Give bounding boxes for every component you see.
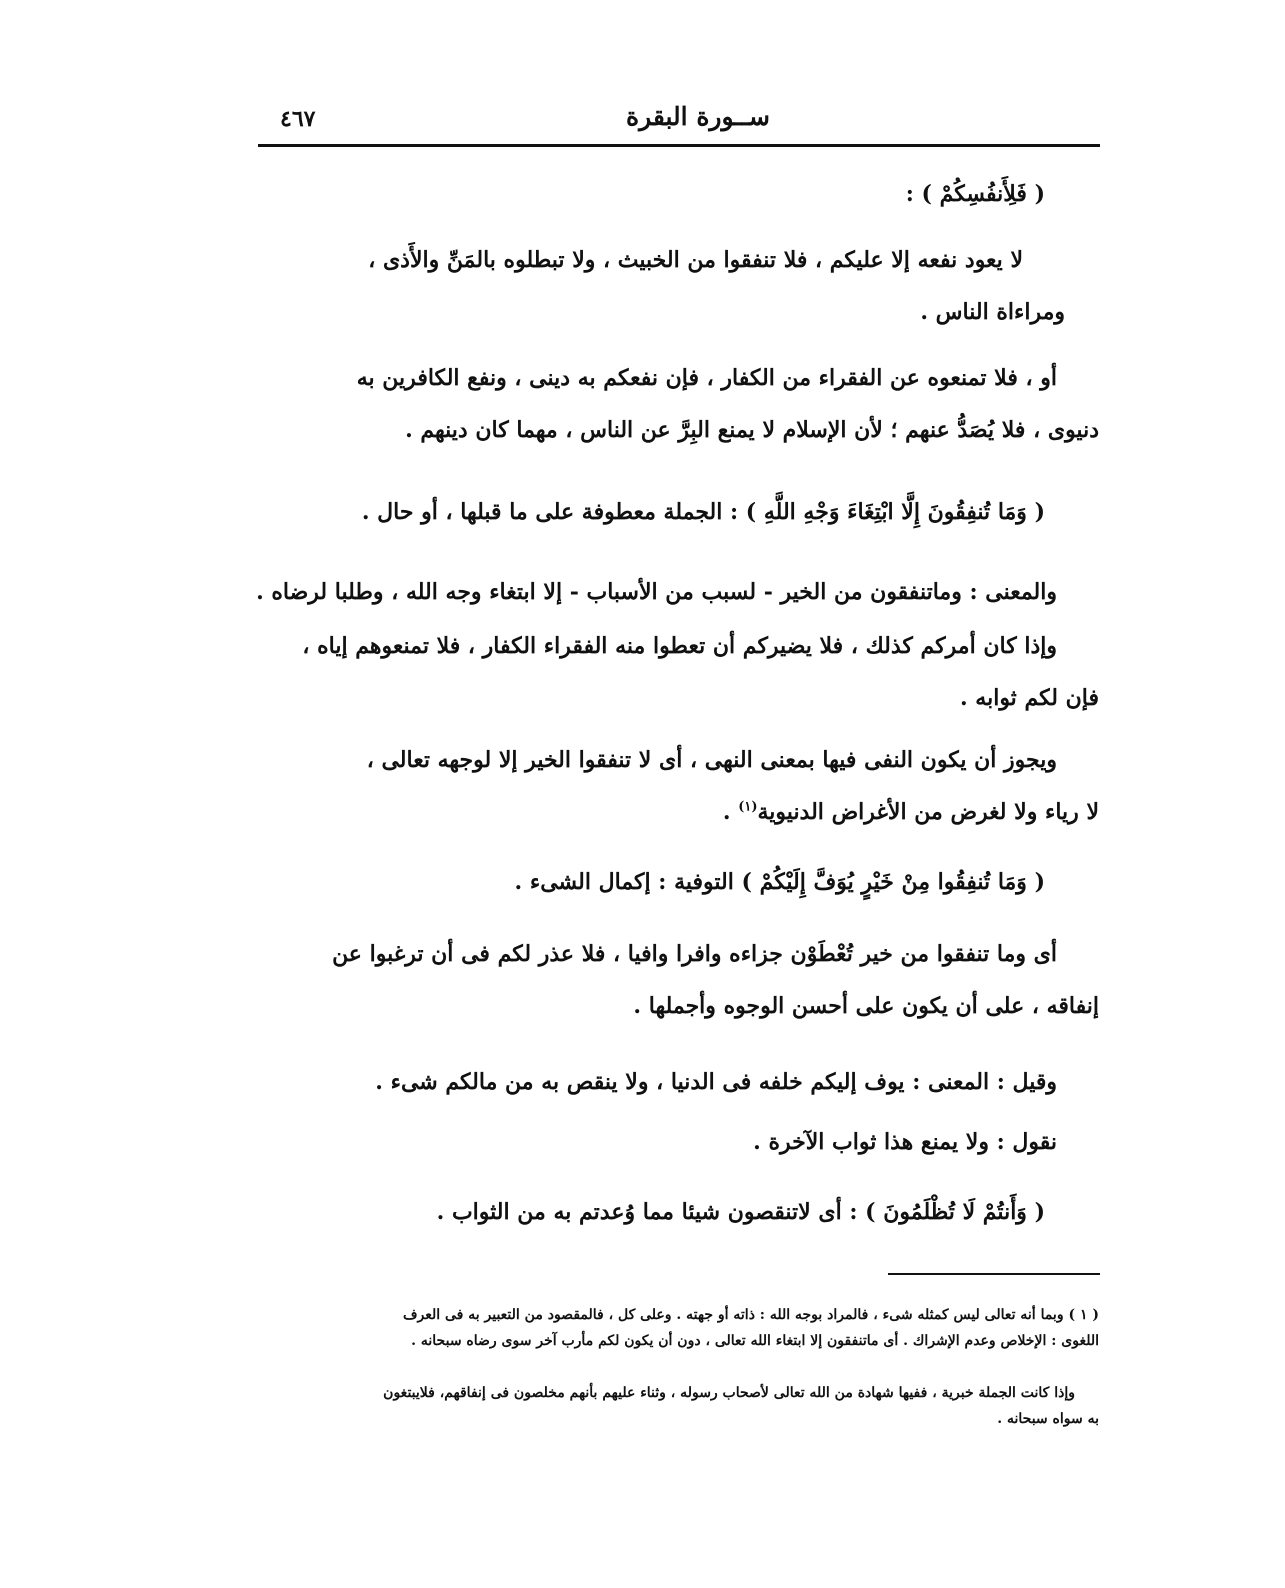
paragraph-10 [375,1056,1057,1108]
footnote-marker: (١) [738,799,758,815]
footnote-line: ( ١ ) وبما أنه تعالى ليس كمثله شىء ، فالمراد بوجه الله : ذاته أو جهته . وعلى كل ، فالمقصود من التعبير به فى العرف [402,1307,1099,1323]
verse-heading-2 [362,486,1045,538]
text-line: فإن لكم ثوابه . [959,685,1099,711]
paragraph-11 [753,1116,1057,1168]
footnote-line: اللغوى : الإخلاص وعدم الإشراك . أى ماتنفقون إلا ابتغاء الله تعالى ، دون أن يكون لكم مأرب آخر سوى رضاه سبحانه . [411,1333,1099,1349]
text-line: ومراءاة الناس . [920,299,1065,325]
paragraph-9 [332,928,1099,1032]
verse-heading-4 [437,1186,1045,1238]
footnote-separator [888,1273,1100,1275]
text-line: أى وما تنفقوا من خير تُعْطَوْن جزاءه وافرا وافيا ، فلا عذر لكم فى أن ترغبوا عن [332,941,1057,967]
text-line-tail: . [722,799,739,825]
page-header [258,98,1100,144]
text-line-body: لا رياء ولا لغرض من الأغراض الدنيوية [757,799,1099,825]
verse-heading-1 [906,168,1045,220]
paragraph-5 [256,566,1057,618]
footnote-line: به سواه سبحانه . [997,1411,1099,1427]
text-line: وإذا كان أمركم كذلك ، فلا يضيركم أن تعطوا منه الفقراء الكفار ، فلا تمنعوهم إياه ، [302,633,1057,659]
text-line [367,786,1099,838]
footnote-2 [383,1380,1099,1432]
text-line: ( وَمَا تُنفِقُوا مِنْ خَيْرٍ يُوَفَّ إِلَيْكُمْ ) التوفية : إكمال الشىء . [514,869,1045,895]
text-line: ( وَأَنتُمْ لَا تُظْلَمُونَ ) : أى لاتنقصون شيئا مما وُعدتم به من الثواب . [436,1199,1045,1225]
text-line: ( وَمَا تُنفِقُونَ إِلَّا ابْتِغَاءَ وَجْهِ اللَّهِ ) : الجملة معطوفة على ما قبلها ، أو حال . [361,499,1045,525]
text-line: لا يعود نفعه إلا عليكم ، فلا تنفقوا من الخبيث ، ولا تبطلوه بالمَنِّ والأَذى ، [368,247,1023,273]
text-line: وقيل : المعنى : يوف إليكم خلفه فى الدنيا ، ولا ينقص به من مالكم شىء . [375,1069,1057,1095]
text-line: والمعنى : وماتنفقون من الخير - لسبب من الأسباب - إلا ابتغاء وجه الله ، وطلبا لرضاه . [256,579,1057,605]
footnote-1 [403,1302,1099,1354]
page-number: ٤٦٧ [280,106,316,132]
text-line: إنفاقه ، على أن يكون على أحسن الوجوه وأجملها . [633,993,1099,1019]
paragraph-3 [357,352,1099,456]
paragraph-7 [367,734,1099,838]
paragraph-2 [368,234,1065,338]
text-line: دنيوى ، فلا يُصَدُّ عنهم ؛ لأن الإسلام لا يمنع البِرَّ عن الناس ، مهما كان دينهم . [405,417,1099,443]
text-line: ( فَلِأَنفُسِكُمْ ) : [905,181,1045,207]
text-line: ويجوز أن يكون النفى فيها بمعنى النهى ، أى لا تنفقوا الخير إلا لوجهه تعالى ، [366,747,1057,773]
paragraph-6 [302,620,1099,724]
running-title: ســورة البقرة [625,102,770,131]
text-line: نقول : ولا يمنع هذا ثواب الآخرة . [753,1129,1057,1155]
text-line: أو ، فلا تمنعوه عن الفقراء من الكفار ، فإن نفعكم به دينى ، ونفع الكافرين به [356,365,1057,391]
footnote-line: وإذا كانت الجملة خبرية ، ففيها شهادة من الله تعالى لأصحاب رسوله ، وثناء عليهم بأنهم مخلصون فى إنفاقهم، فلايبتغون [383,1385,1075,1401]
verse-heading-3 [515,856,1045,908]
header-rule [258,144,1100,147]
